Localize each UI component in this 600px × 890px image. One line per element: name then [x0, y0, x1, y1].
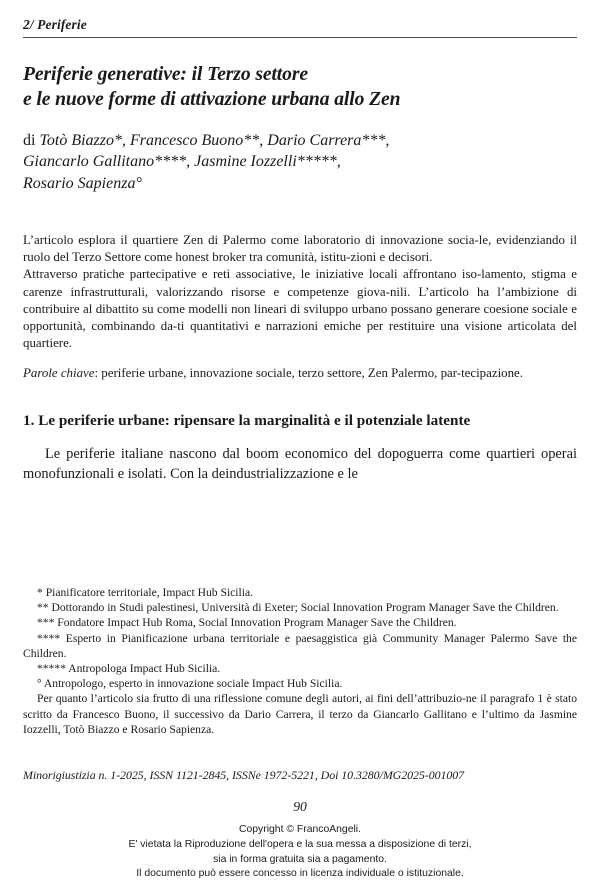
footnote-item: ** Dottorando in Studi palestinesi, Università di Exeter; Social Innovation Program Manager Save the Children.: [37, 601, 559, 615]
copyright-notice: [0, 823, 600, 882]
copyright-line-2: E' vietata la Riproduzione dell'opera e la sua messa a disposizione di terzi,: [128, 838, 472, 850]
footnote-item: Per quanto l’articolo sia frutto di una riflessione comune degli autori, ai fini dell’attribuzio-ne il paragrafo 1 è stato scritto da Francesco Buono, il successivo da Dario Carrera, il terzo da Giancarlo Gallitano e l’ultimo da Jasmine Iozzelli, Totò Biazzo e Rosario Sapienza.: [23, 692, 577, 736]
footnote-item: ***** Antropologa Impact Hub Sicilia.: [37, 661, 221, 675]
footnote-item: ° Antropologo, esperto in innovazione sociale Impact Hub Sicilia.: [37, 677, 343, 691]
byline-prefix: di: [23, 132, 40, 150]
article-title-line-1: Periferie generative: il Terzo settore: [23, 64, 308, 85]
copyright-line-4: Il documento può essere concesso in licenza individuale o istituzionale.: [136, 868, 464, 880]
keywords-label: Parole chiave: [23, 366, 95, 381]
footnote-item: * Pianificatore territoriale, Impact Hub Sicilia.: [37, 586, 254, 599]
author-names-line-3: Rosario Sapienza°: [23, 174, 142, 192]
abstract-paragraph-2: Attraverso pratiche partecipative e reti associative, le iniziative locali affrontano iso-lamento, stigma e carenze infrastrutturali, valorizzando risorse e competenze giova-nili. L’articolo ha l’ambizione di contribuire al dibattito su come modelli non lineari di sviluppo urbano possano generare coesione sociale e opportunità, combinando da-ti quantitativi e narrazioni emiche per restituire una visione articolata del quartiere.: [23, 267, 577, 351]
article-title: [23, 62, 577, 112]
author-byline: [23, 130, 577, 194]
section-heading-1: 1. Le periferie urbane: ripensare la marginalità e il potenziale latente: [23, 411, 471, 429]
footnotes-block: [23, 585, 577, 737]
copyright-line-3: sia in forma gratuita sia a pagamento.: [213, 853, 387, 865]
abstract: [23, 232, 577, 353]
footnote-item: *** Fondatore Impact Hub Roma, Social Innovation Program Manager Save the Children.: [37, 616, 457, 630]
keywords-value: periferie urbane, innovazione sociale, terzo settore, Zen Palermo, par-tecipazione.: [101, 366, 523, 381]
running-head-rule: [23, 37, 577, 38]
article-title-line-2: e le nuove forme di attivazione urbana allo Zen: [23, 89, 401, 111]
body-paragraph-1: Le periferie italiane nascono dal boom economico del dopoguerra come quartieri operai monofunzionali e isolati. Con la deindustrializzazione e le: [23, 446, 577, 483]
author-names-line-2: Giancarlo Gallitano****, Jasmine Iozzelli*****,: [23, 153, 341, 171]
abstract-paragraph-1: L’articolo esplora il quartiere Zen di Palermo come laboratorio di innovazione socia-le, evidenziando il ruolo del Terzo Settore come honest broker tra comunità, istitu-zioni e decisori.: [23, 232, 577, 265]
author-names-line-1: Totò Biazzo*, Francesco Buono**, Dario Carrera***,: [39, 132, 390, 150]
copyright-line-1: Copyright © FrancoAngeli.: [238, 824, 361, 835]
keywords: [23, 365, 577, 382]
running-head: 2/ Periferie: [23, 17, 87, 32]
journal-citation: Minorigiustizia n. 1-2025, ISSN 1121-2845, ISSNe 1972-5221, Doi 10.3280/MG2025-001007: [23, 768, 465, 782]
footnote-item: **** Esperto in Pianificazione urbana territoriale e paesaggistica già Community Manager Palermo Save the Children.: [23, 631, 577, 660]
page-number: 90: [293, 799, 307, 814]
author-byline-line-1: [23, 130, 577, 151]
keywords-separator: :: [94, 366, 102, 381]
